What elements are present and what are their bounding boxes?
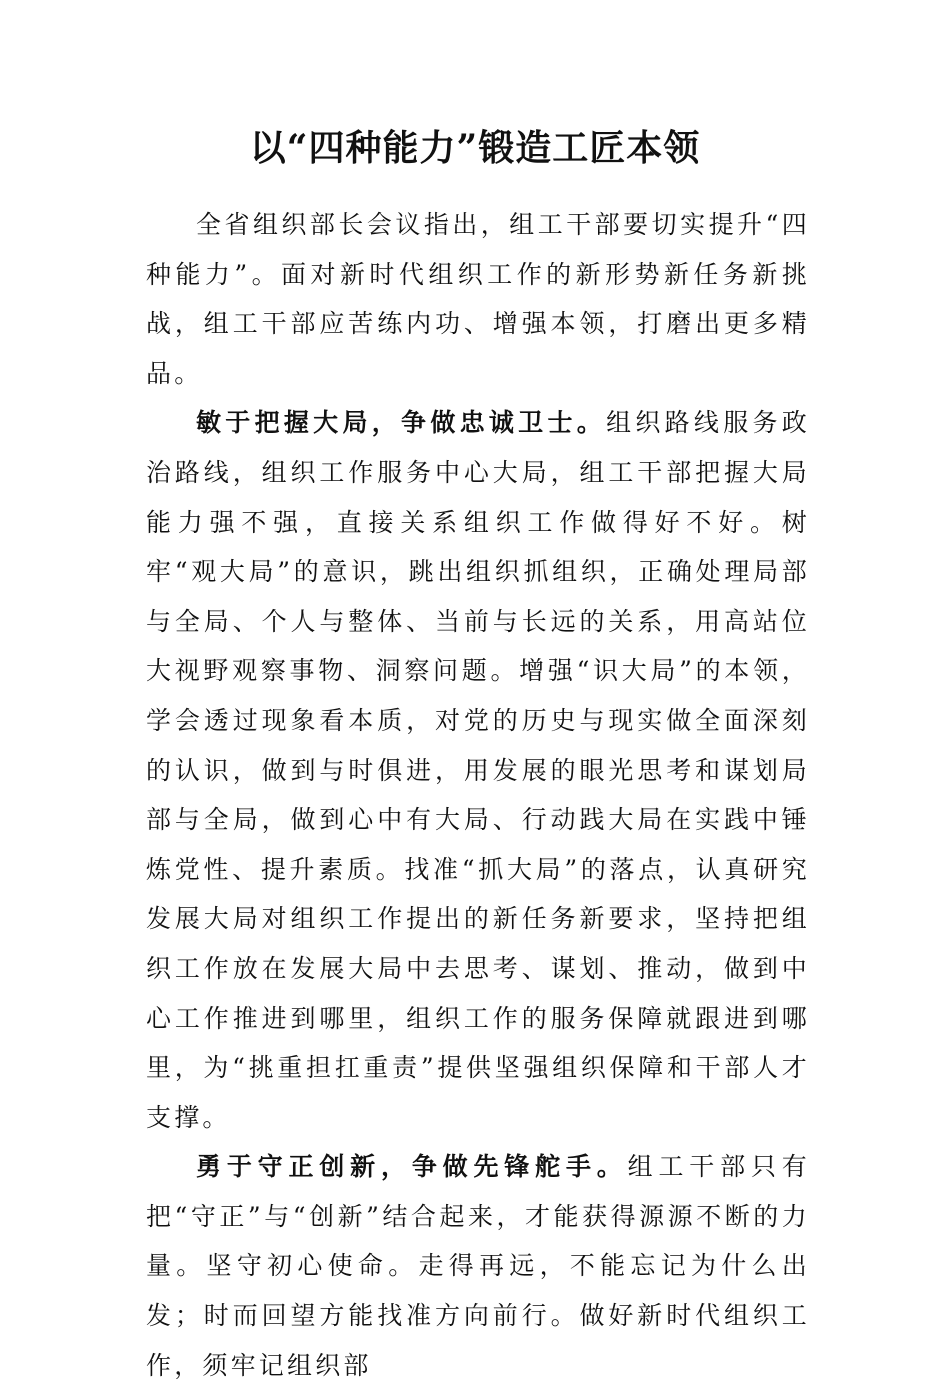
paragraph-text: 组工干部只有把“守正”与“创新”结合起来，才能获得源源不断的力量。坚守初心使命。走得再远，不能忘记为什么出发；时而回望方能找准方向前行。做好新时代组织工作，须牢记组织部 <box>146 1152 810 1380</box>
document-body <box>146 200 810 1390</box>
paragraph-intro <box>146 200 810 398</box>
document-title: 以“四种能力”锻造工匠本领 <box>249 127 701 169</box>
paragraph-text: 组织路线服务政治路线，组织工作服务中心大局，组工干部把握大局能力强不强，直接关系组织工作做得好不好。树牢“观大局”的意识，跳出组织抓组织，正确处理局部与全局、个人与整体、当前与长远的关系，用高站位大视野观察事物、洞察问题。增强“识大局”的本领，学会透过现象看本质，对党的历史与现实做全面深刻的认识，做到与时俱进，用发展的眼光思考和谋划局部与全局，做到心中有大局、行动践大局在实践中锤炼党性、提升素质。找准“抓大局”的落点，认真研究发展大局对组织工作提出的新任务新要求，坚持把组织工作放在发展大局中去思考、谋划、推动，做到中心工作推进到哪里，组织工作的服务保障就跟进到哪里，为“挑重担扛重责”提供坚强组织保障和干部人才支撑。 <box>146 408 810 1132</box>
paragraph-grasp-overall-situation <box>146 398 810 1142</box>
paragraph-innovation <box>146 1142 810 1390</box>
paragraph-lead-heading: 勇于守正创新，争做先锋舵手。 <box>196 1152 628 1182</box>
paragraph-text: 全省组织部长会议指出，组工干部要切实提升“四种能力”。面对新时代组织工作的新形势新任务新挑战，组工干部应苦练内功、增强本领，打磨出更多精品。 <box>146 210 810 388</box>
paragraph-lead-heading: 敏于把握大局，争做忠诚卫士。 <box>196 408 607 438</box>
